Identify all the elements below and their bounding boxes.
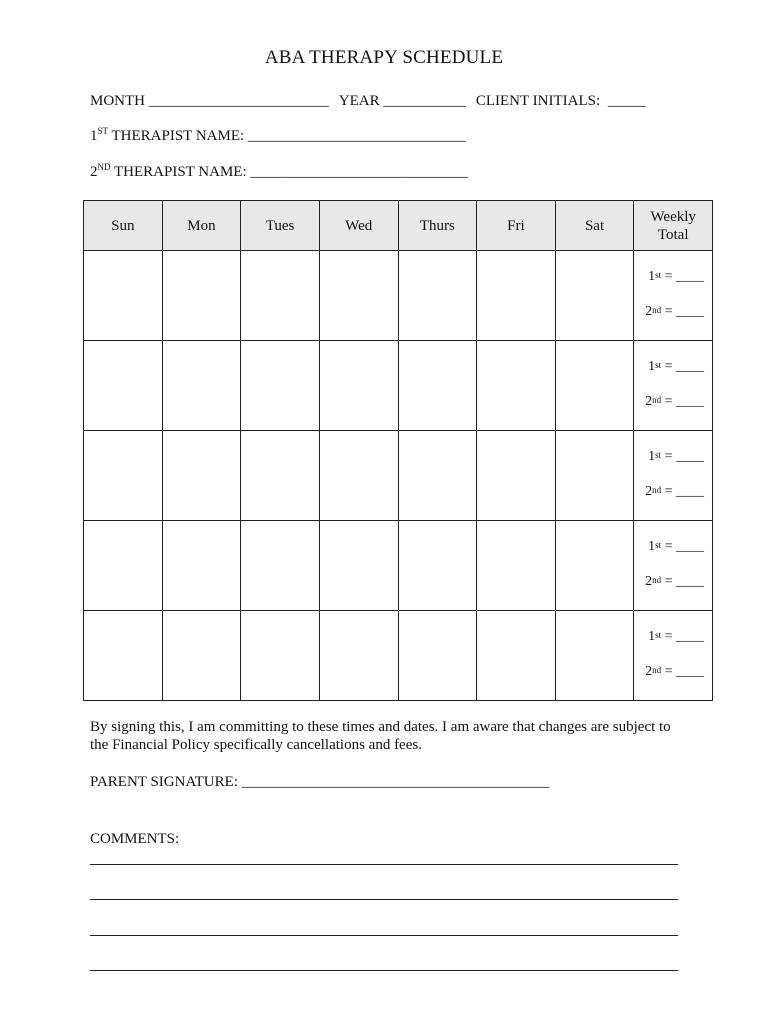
comment-line[interactable] xyxy=(90,864,678,865)
weekly-total-cell[interactable] xyxy=(634,611,713,701)
day-cell-sun[interactable] xyxy=(84,611,163,701)
day-cell-fri[interactable] xyxy=(477,251,556,341)
first-total-ordinal: 1 xyxy=(648,629,656,644)
day-cell-sat[interactable] xyxy=(555,431,634,521)
first-therapist-total[interactable] xyxy=(634,628,704,646)
weekly-total-header-line1: Weekly xyxy=(650,208,696,225)
second-total-ordinal: 2 xyxy=(645,394,653,409)
day-cell-thurs[interactable] xyxy=(398,611,477,701)
second-total-ordinal-suffix: nd xyxy=(652,665,662,675)
first-therapist-field[interactable]: _____________________________ xyxy=(247,128,466,144)
day-cell-sat[interactable] xyxy=(555,611,634,701)
day-cell-sat[interactable] xyxy=(555,341,634,431)
first-total-ordinal: 1 xyxy=(648,269,656,284)
agreement-text: By signing this, I am committing to these times and dates. I am aware that changes are subject to the Financial Policy specifically cancellations and fees. xyxy=(90,719,671,753)
schedule-table xyxy=(83,200,713,701)
first-total-ordinal-suffix: st xyxy=(655,630,662,640)
first-total-blank: = ____ xyxy=(664,269,704,284)
first-therapist-label: THERAPIST NAME: xyxy=(111,128,245,144)
first-total-ordinal: 1 xyxy=(648,359,656,374)
comment-line[interactable] xyxy=(90,970,678,971)
second-therapist-total[interactable] xyxy=(634,393,704,411)
day-header-fri: Fri xyxy=(477,201,556,251)
first-therapist-total[interactable] xyxy=(634,358,704,376)
comment-line[interactable] xyxy=(90,935,678,936)
day-cell-mon[interactable] xyxy=(162,341,241,431)
second-total-ordinal: 2 xyxy=(645,574,653,589)
day-cell-sun[interactable] xyxy=(84,341,163,431)
parent-signature-field[interactable]: _________________________________________ xyxy=(241,774,550,790)
second-total-ordinal-suffix: nd xyxy=(652,395,662,405)
day-header-thurs: Thurs xyxy=(398,201,477,251)
second-total-ordinal: 2 xyxy=(645,664,653,679)
day-cell-wed[interactable] xyxy=(319,431,398,521)
first-therapist-row xyxy=(90,128,465,145)
day-cell-sun[interactable] xyxy=(84,431,163,521)
second-total-ordinal-suffix: nd xyxy=(652,305,662,315)
first-therapist-ordinal: 1 xyxy=(90,128,98,144)
week-row xyxy=(84,521,713,611)
comments-label: COMMENTS: xyxy=(90,831,180,847)
first-total-ordinal: 1 xyxy=(648,449,656,464)
schedule-header-row xyxy=(84,201,713,251)
day-cell-wed[interactable] xyxy=(319,341,398,431)
day-cell-sat[interactable] xyxy=(555,251,634,341)
second-therapist-row xyxy=(90,164,468,181)
week-row xyxy=(84,611,713,701)
day-cell-fri[interactable] xyxy=(477,431,556,521)
second-therapist-ordinal: 2 xyxy=(90,164,98,180)
day-cell-mon[interactable] xyxy=(162,521,241,611)
client-initials-field[interactable]: _____ xyxy=(607,93,646,109)
day-cell-tues[interactable] xyxy=(241,341,320,431)
day-cell-tues[interactable] xyxy=(241,431,320,521)
day-cell-fri[interactable] xyxy=(477,521,556,611)
day-cell-wed[interactable] xyxy=(319,251,398,341)
second-therapist-total[interactable] xyxy=(634,483,704,501)
second-total-blank: = ____ xyxy=(664,394,704,409)
month-field[interactable]: ________________________ xyxy=(148,93,329,109)
day-cell-wed[interactable] xyxy=(319,611,398,701)
comment-line[interactable] xyxy=(90,899,678,900)
month-year-initials-row xyxy=(90,93,645,110)
parent-signature-row xyxy=(90,774,549,791)
day-cell-wed[interactable] xyxy=(319,521,398,611)
day-cell-sun[interactable] xyxy=(84,251,163,341)
first-total-ordinal-suffix: st xyxy=(655,450,662,460)
day-cell-thurs[interactable] xyxy=(398,431,477,521)
page-title: ABA THERAPY SCHEDULE xyxy=(264,47,504,68)
second-total-ordinal-suffix: nd xyxy=(652,485,662,495)
first-therapist-total[interactable] xyxy=(634,268,704,286)
client-initials-label: CLIENT INITIALS: xyxy=(475,93,601,109)
day-header-tues: Tues xyxy=(241,201,320,251)
day-cell-fri[interactable] xyxy=(477,341,556,431)
first-total-blank: = ____ xyxy=(664,449,704,464)
second-total-ordinal: 2 xyxy=(645,484,653,499)
second-total-ordinal-suffix: nd xyxy=(652,575,662,585)
weekly-total-cell[interactable] xyxy=(634,431,713,521)
day-cell-tues[interactable] xyxy=(241,251,320,341)
year-label: YEAR xyxy=(338,93,380,109)
second-total-blank: = ____ xyxy=(664,664,704,679)
day-cell-mon[interactable] xyxy=(162,251,241,341)
day-cell-thurs[interactable] xyxy=(398,521,477,611)
first-total-ordinal: 1 xyxy=(648,539,656,554)
second-total-blank: = ____ xyxy=(664,574,704,589)
parent-signature-label: PARENT SIGNATURE: xyxy=(90,774,238,790)
second-therapist-label: THERAPIST NAME: xyxy=(113,164,247,180)
day-cell-sat[interactable] xyxy=(555,521,634,611)
day-header-mon: Mon xyxy=(162,201,241,251)
second-therapist-total[interactable] xyxy=(634,663,704,681)
day-cell-mon[interactable] xyxy=(162,431,241,521)
second-therapist-total[interactable] xyxy=(634,303,704,321)
weekly-total-header-line2: Total xyxy=(657,226,689,243)
day-header-sun: Sun xyxy=(84,201,163,251)
day-cell-thurs[interactable] xyxy=(398,251,477,341)
week-row xyxy=(84,251,713,341)
week-row xyxy=(84,431,713,521)
second-therapist-ordinal-suffix: ND xyxy=(97,162,111,172)
second-total-blank: = ____ xyxy=(664,304,704,319)
day-cell-mon[interactable] xyxy=(162,611,241,701)
day-header-wed: Wed xyxy=(319,201,398,251)
second-total-ordinal: 2 xyxy=(645,304,653,319)
day-cell-fri[interactable] xyxy=(477,611,556,701)
schedule-body xyxy=(84,251,713,701)
weekly-total-cell[interactable] xyxy=(634,341,713,431)
first-therapist-total[interactable] xyxy=(634,538,704,556)
first-total-blank: = ____ xyxy=(664,359,704,374)
second-therapist-field[interactable]: _____________________________ xyxy=(250,164,468,180)
first-total-ordinal-suffix: st xyxy=(655,540,662,550)
weekly-total-cell[interactable] xyxy=(634,521,713,611)
week-row xyxy=(84,341,713,431)
weekly-total-cell[interactable] xyxy=(634,251,713,341)
weekly-total-header xyxy=(634,201,713,251)
first-total-blank: = ____ xyxy=(664,629,704,644)
first-total-blank: = ____ xyxy=(664,539,704,554)
first-total-ordinal-suffix: st xyxy=(655,270,662,280)
first-therapist-ordinal-suffix: ST xyxy=(97,126,109,136)
second-total-blank: = ____ xyxy=(664,484,704,499)
second-therapist-total[interactable] xyxy=(634,573,704,591)
first-therapist-total[interactable] xyxy=(634,448,704,466)
year-field[interactable]: ___________ xyxy=(383,93,466,109)
month-label: MONTH xyxy=(90,93,145,109)
day-header-sat: Sat xyxy=(555,201,634,251)
first-total-ordinal-suffix: st xyxy=(655,360,662,370)
day-cell-tues[interactable] xyxy=(241,521,320,611)
day-cell-tues[interactable] xyxy=(241,611,320,701)
day-cell-sun[interactable] xyxy=(84,521,163,611)
day-cell-thurs[interactable] xyxy=(398,341,477,431)
